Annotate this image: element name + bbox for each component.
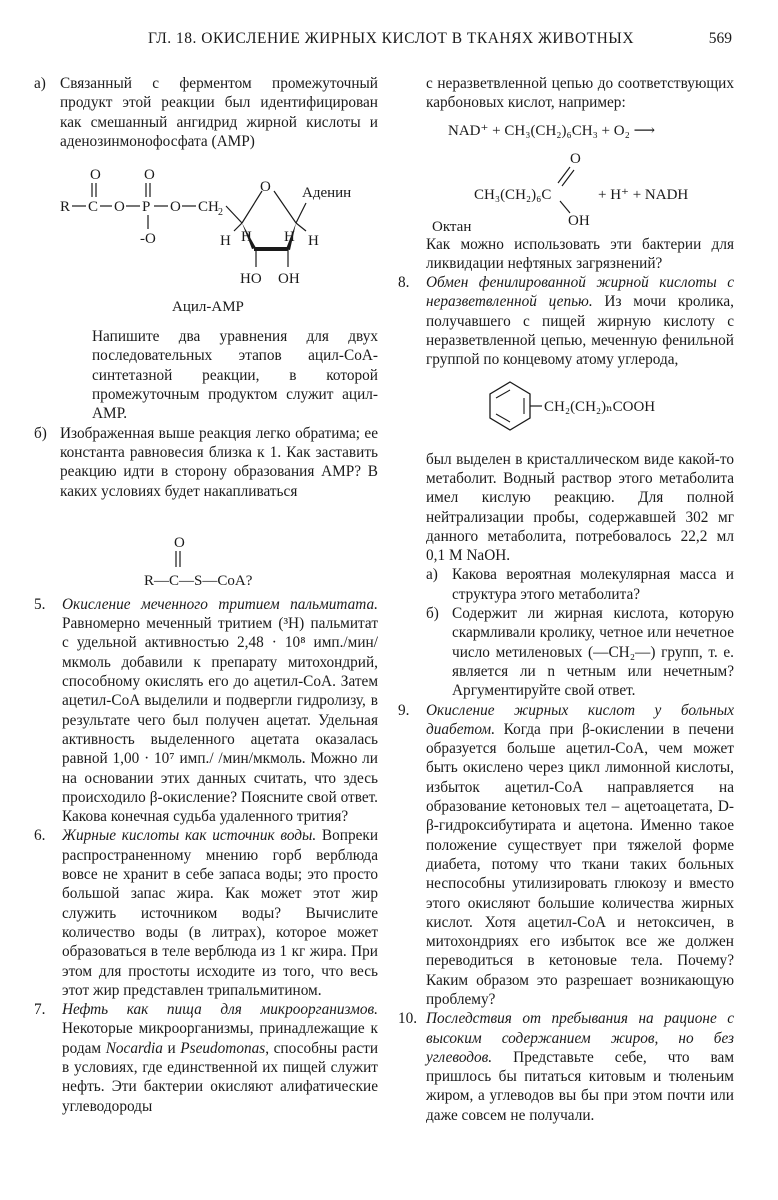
phenyl-svg — [398, 370, 734, 450]
question-6-text: Вопреки распространенному мнению горб верблюда вовсе не хранит в себе запаса воды; это просто большой запас жира. Как может этот жир служить источником воды? Вычислите количество воды (в литрах), которое может образоваться в теле верблюда из 1 кг жира. При этом для простоты исходите из того, что весь этот жир представлен трипальмитином. — [62, 827, 378, 999]
question-9-number: 9. — [398, 701, 410, 719]
question-7-text-1: Некоторые микроорганизмы, принадлежащие к родам — [62, 1020, 378, 1057]
question-9-text: Когда при β-окислении в печени образуется больше ацетил-CoA, чем может быть окислено через цикл лимонной кислоты, избыток ацетил-CoA направляется на образование кетоновых тел – ацетоацетата, D-β-гидроксибутирата и ацетона. Именно такое положение существует при тяжелой форме диабета, потому что ткани таких больных неспособны утилизировать глюкозу и вместо этого окисляют большие количества жирных кислот. Хотя ацетил-CoA и нетоксичен, в митохондриях его избыток все же должен переводиться в кетоновые тела. Почему? Каким образом это разрешает возникающую проблему? — [426, 720, 734, 1008]
acyl-amp-svg — [34, 151, 378, 319]
phosphoryl-oxygen: O — [144, 167, 155, 184]
question-7-title: Нефть как пища для микроорганизмов. — [62, 1001, 378, 1019]
octane-equation: NAD⁺ + CH₃(CH₂)₆CH₃ + O₂ ⟶ — [448, 122, 656, 139]
question-8 — [398, 273, 734, 369]
phosphate-anion: -O — [140, 231, 156, 248]
question-8a-text: Какова вероятная молекулярная масса и структура этого метаболита? — [452, 566, 734, 603]
question-8b-text: Содержит ли жирная кислота, которую скармливали кролику, четное или нечетное число метиленовых (—CH₂—) групп, т. е. является ли n четным или нечетным? Аргументируйте свой ответ. — [452, 605, 734, 700]
page-number: 569 — [708, 30, 732, 47]
phosphorus: P — [142, 199, 151, 216]
question-8-number: 8. — [398, 274, 410, 292]
question-10-title: Последствия от пребывания на рационе с высоким содержанием жиров, но без углеводов. — [426, 1010, 734, 1066]
question-8b-label: б) — [426, 605, 439, 623]
item-b — [34, 424, 378, 501]
question-5 — [34, 595, 378, 827]
hydroxyl-1: HO — [240, 271, 262, 288]
h-atom-3: H — [284, 229, 295, 246]
question-10-number: 10. — [398, 1010, 418, 1028]
item-a-label: а) — [34, 75, 46, 92]
running-header — [0, 30, 778, 56]
question-8-title: Обмен фенилированной жирной кислоты с неразветвленной цепью. — [426, 274, 734, 311]
h-atom-1: H — [220, 233, 231, 250]
question-5-text: Равномерно меченный тритием (³H) пальмитат с удельной активностью 2,48 · 10⁸ имп./мин/мкмоль добавили к препарату митохондрий, способному окислять его до ацетил-CoA. Затем ацетил-CoA выделили и подвергли гидролизу, в результате чего был получен ацетат. Удельная активность выделенного ацетата оказалась равной 1,00 · 10⁷ имп./ /мин/мкмоль. Можно ли на основании этих данных считать, что здесь происходило β-окисление? Поясните свой ответ. Какова конечная судьба удаленного трития? — [62, 615, 378, 826]
question-8b — [426, 604, 734, 700]
octane-oxidation-figure — [398, 113, 734, 235]
acyl-amp-structure — [34, 151, 378, 319]
carbonyl-carbon: C — [88, 199, 99, 216]
thioester-structure — [34, 501, 378, 591]
thioester-chain: R—C—S—CoA? — [144, 572, 253, 589]
phenyl-acid-structure — [398, 370, 734, 450]
question-6-number: 6. — [34, 827, 46, 845]
ring-oxygen: O — [260, 179, 271, 196]
question-10 — [398, 1009, 734, 1125]
question-9 — [398, 701, 734, 1010]
hydroxyl-2: OH — [278, 271, 300, 288]
adenine-label: Аденин — [302, 185, 352, 202]
bridge-oxygen: O — [114, 199, 125, 216]
question-10-text: Представьте себе, что вам пришлось бы питаться китовым и тюленьим жиром, а углеводов вы бы при этом почти или даже совсем не получали. — [426, 1048, 735, 1124]
item-a — [34, 74, 378, 151]
question-7-text-2: , способны расти в условиях, где единственной их пищей служит нефть. Эти бактерии окисляют алифатические углеводороды — [62, 1039, 379, 1115]
ester-oxygen: O — [170, 199, 181, 216]
h-atom-2: H — [241, 229, 252, 246]
question-7 — [34, 1000, 378, 1116]
chapter-title: ГЛ. 18. ОКИСЛЕНИЕ ЖИРНЫХ КИСЛОТ В ТКАНЯХ ЖИВОТНЫХ — [148, 30, 635, 47]
question-7-number: 7. — [34, 1001, 46, 1019]
carbonyl-oxygen: O — [90, 167, 101, 184]
question-7-and: и — [167, 1039, 176, 1057]
item-a-question: Напишите два уравнения для двух последовательных этапов ацил-CoA-синтетазной реакции, в которой промежуточным продуктом служит ацил-АМР. — [92, 328, 378, 423]
thioester-svg — [34, 501, 378, 591]
item-a-text: Связанный с ферментом промежуточный продукт этой реакции был идентифицирован как смешанный ангидрид жирной кислоты и аденозинмонофосфата (АМР) — [60, 75, 378, 150]
ch2-group: CH — [198, 199, 219, 216]
acyl-amp-caption: Ацил-АМР — [172, 299, 244, 316]
oil-question: Как можно использовать эти бактерии для ликвидации нефтяных загрязнений? — [426, 235, 734, 272]
question-7-continuation: с неразветвленной цепью до соответствующих карбоновых кислот, например: — [426, 75, 734, 112]
right-column — [398, 74, 734, 1125]
genus-nocardia: Nocardia — [105, 1039, 163, 1057]
thioester-oxygen: O — [174, 534, 185, 551]
question-9-title: Окисление жирных кислот у больных диабетом. — [426, 701, 734, 738]
question-8a-label: а) — [426, 566, 438, 584]
item-b-label: б) — [34, 424, 47, 442]
question-8a — [426, 565, 734, 604]
item-b-text: Изображенная выше реакция легко обратима; ее константа равновесия близка к 1. Как заставить реакцию идти в сторону образования АМР? В каких условиях будет накапливаться — [60, 424, 378, 500]
question-8-text: Из мочи кролика, получавшего с пищей жирную кислоту с неразветвленной цепью, меченную фенильной группой по концевому атому углерода, — [426, 293, 734, 369]
octane-svg — [398, 113, 734, 235]
question-6 — [34, 826, 378, 1000]
question-5-title: Окисление меченного тритием пальмитата. — [62, 595, 378, 613]
octane-label: Октан — [432, 218, 472, 235]
phenyl-acid-formula: CH₂(CH₂)ₙCOOH — [544, 398, 656, 415]
r-group: R — [60, 199, 71, 216]
genus-pseudomonas: Pseudomonas — [180, 1039, 266, 1057]
h-atom-4: H — [308, 233, 319, 250]
acid-hydroxyl: OH — [568, 212, 590, 229]
question-5-number: 5. — [34, 595, 46, 613]
acid-carbonyl-oxygen: O — [570, 150, 581, 167]
left-column — [34, 74, 378, 1116]
reaction-products: + H⁺ + NADH — [598, 186, 689, 203]
octanoic-acid: CH₃(CH₂)₆C — [474, 186, 552, 203]
ch2-subscript: 2 — [218, 207, 223, 219]
question-8-text-2: был выделен в кристаллическом виде какой-то метаболит. Водный раствор этого метаболита имел кислую реакцию. Для полной нейтрализации пробы, содержавшей 302 мг данного метаболита, потребовалось 22,2 мл 0,1 М NaOH. — [426, 450, 734, 565]
question-6-title: Жирные кислоты как источник воды. — [62, 827, 317, 845]
